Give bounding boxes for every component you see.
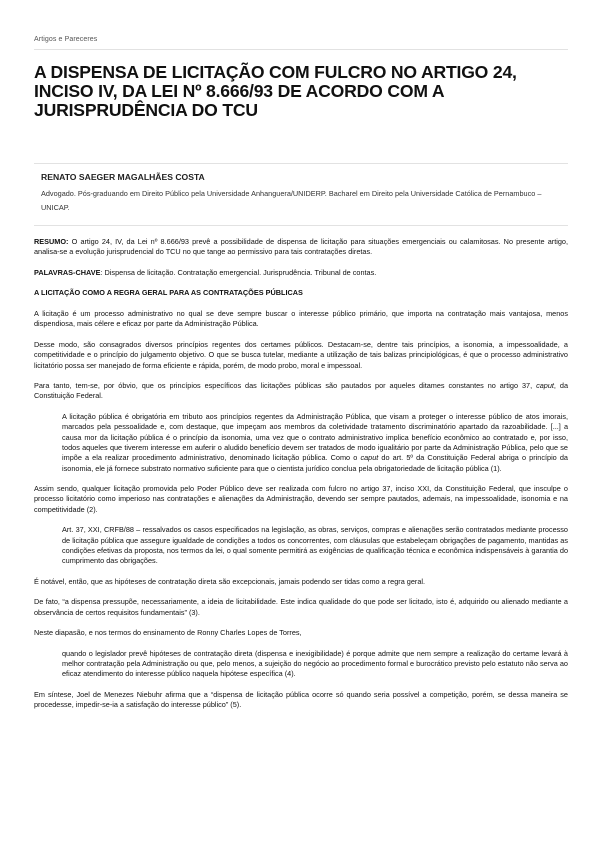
italic-text: caput bbox=[536, 381, 554, 391]
paragraph: Em síntese, Joel de Menezes Niebuhr afirma que a “dispensa de licitação pública ocorre só quando seria possível a competição, porém, se dessa maneira se procedesse, impedir-se-ia a satisfação do interesse público” (5). bbox=[34, 690, 568, 710]
section-label: Artigos e Pareceres bbox=[34, 36, 98, 43]
text-run: do art. 5º da Constituição Federal abriga o princípio da isonomia, ele já fornece substrato normativo suficiente para que o cientista jurídico conclua pela obrigatoriedade de licitação pública (1). bbox=[62, 453, 568, 473]
text-run: Para tanto, tem-se, por óbvio, que os princípios específicos das licitações públicas são pautados por aqueles ditames constantes no artigo 37, bbox=[34, 381, 537, 391]
abstract bbox=[34, 237, 568, 258]
keywords-text: : Dispensa de licitação. Contratação emergencial. Jurisprudência. Tribunal de contas. bbox=[100, 267, 377, 277]
text-run: A licitação pública é obrigatória em tributo aos princípios regentes da Administração Pública, que visam a proteger o interesse público de atos imorais, marcados pela pessoalidade e, com destaque, que impeçam aos membros da coletividade tratamento discriminatório apartado da razoabilidade. [...] a causa mor da licitação pública é o princípio da isonomia, uma vez que o contrato administrativo implica benefício econômico ao contratado e, por isso, todos aqueles que tiverem interesse em auferir o aludido benefício devem ser tratados de modo igualitário por parte da Administração Pública, pelo que se impõe a ela realizar procedimento administrativo, denominado licitação pública. Como o bbox=[62, 412, 568, 463]
text-run: , da Constituição Federal. bbox=[34, 381, 569, 401]
abstract-text: O artigo 24, IV, da Lei nº 8.666/93 prevê a possibilidade de dispensa de licitação para situações emergenciais ou calamitosas. No presente artigo, analisa-se a evolução jurisprudencial do TCU no que tange ao permissivo para tais contratações diretas. bbox=[34, 237, 568, 257]
keywords bbox=[34, 268, 568, 278]
paragraph: Assim sendo, qualquer licitação promovida pelo Poder Público deve ser realizada com fulcro no artigo 37, inciso XXI, da Constituição Federal, que insculpe o processo licitatório como imperioso nas contratações e alienações da Administração, devendo ser sempre pautados, ademais, na impessoalidade, isonomia e na competitividade (2). bbox=[34, 484, 568, 514]
article-title: A DISPENSA DE LICITAÇÃO COM FULCRO NO ARTIGO 24, INCISO IV, DA LEI Nº 8.666/93 DE ACORDO COM A JURISPRUDÊNCIA DO TCU bbox=[34, 62, 517, 120]
paragraph: Desse modo, são consagrados diversos princípios regentes dos certames públicos. Destacam-se, dentre tais princípios, a isonomia, a impessoalidade, a competitividade e o princípio do julgamento objetivo. O que se busca tutelar, mediante a utilização de tais balizas principiológicas, é que o processo administrativo licitatório possa ser manejado de forma eficiente e rápida, porém, de modo probo, moral e impessoal. bbox=[34, 339, 568, 370]
paragraph: Neste diapasão, e nos termos do ensinamento de Ronny Charles Lopes de Torres, bbox=[34, 628, 302, 638]
block-quote: quando o legislador prevê hipóteses de contratação direta (dispensa e inexigibilidade) é porque admite que nem sempre a realização do certame levará à melhor contratação pela Administração ou que, pelo menos, a sujeição do negócio ao procedimento formal e burocrático previsto pelo estatuto não serva ao eficaz atendimento do interesse público naquela hipótese específica (4). bbox=[62, 648, 568, 679]
section-heading: A LICITAÇÃO COMO A REGRA GERAL PARA AS CONTRATAÇÕES PÚBLICAS bbox=[34, 288, 303, 298]
article-body bbox=[34, 237, 568, 721]
paragraph: A licitação é um processo administrativo no qual se deve sempre buscar o interesse público primário, que importa na contratação mais vantajosa, menos dispendiosa, mais célere e eficaz por parte da Administração Pública. bbox=[34, 309, 568, 329]
abstract-label: RESUMO: bbox=[34, 237, 69, 246]
paragraph: De fato, “a dispensa pressupõe, necessariamente, a ideia de licitabilidade. Este indica qualidade do que pode ser licitado, isto é, adquirido ou alienado mediante a observância de certos requisitos fundamentais” (3). bbox=[34, 597, 568, 617]
paragraph bbox=[34, 381, 568, 402]
keywords-label: PALAVRAS-CHAVE bbox=[34, 267, 101, 277]
italic-text: caput bbox=[360, 453, 379, 463]
divider bbox=[34, 225, 568, 226]
block-quote: Art. 37, XXI, CRFB/88 – ressalvados os casos especificados na legislação, as obras, serviços, compras e alienações serão contratados mediante processo de licitação pública que assegure igualdade de condições a todos os concorrentes, com cláusulas que estabeleçam obrigações de pagamento, mantidas as condições efetivas da proposta, nos termos da lei, o qual somente permitirá as exigências de qualificação técnica e econômica indispensáveis à garantia do cumprimento das obrigações. bbox=[62, 525, 568, 566]
paragraph: É notável, então, que as hipóteses de contratação direta são excepcionais, jamais podendo ser tidas como a regra geral. bbox=[34, 576, 426, 586]
author-bio: Advogado. Pós-graduando em Direito Público pela Universidade Anhanguera/UNIDERP. Bacharel em Direito pela Universidade Católica de Pernambuco – UNICAP. bbox=[41, 189, 542, 212]
divider bbox=[34, 49, 568, 50]
block-quote bbox=[62, 412, 568, 474]
divider bbox=[34, 163, 568, 164]
author-name: RENATO SAEGER MAGALHÃES COSTA bbox=[41, 172, 205, 182]
